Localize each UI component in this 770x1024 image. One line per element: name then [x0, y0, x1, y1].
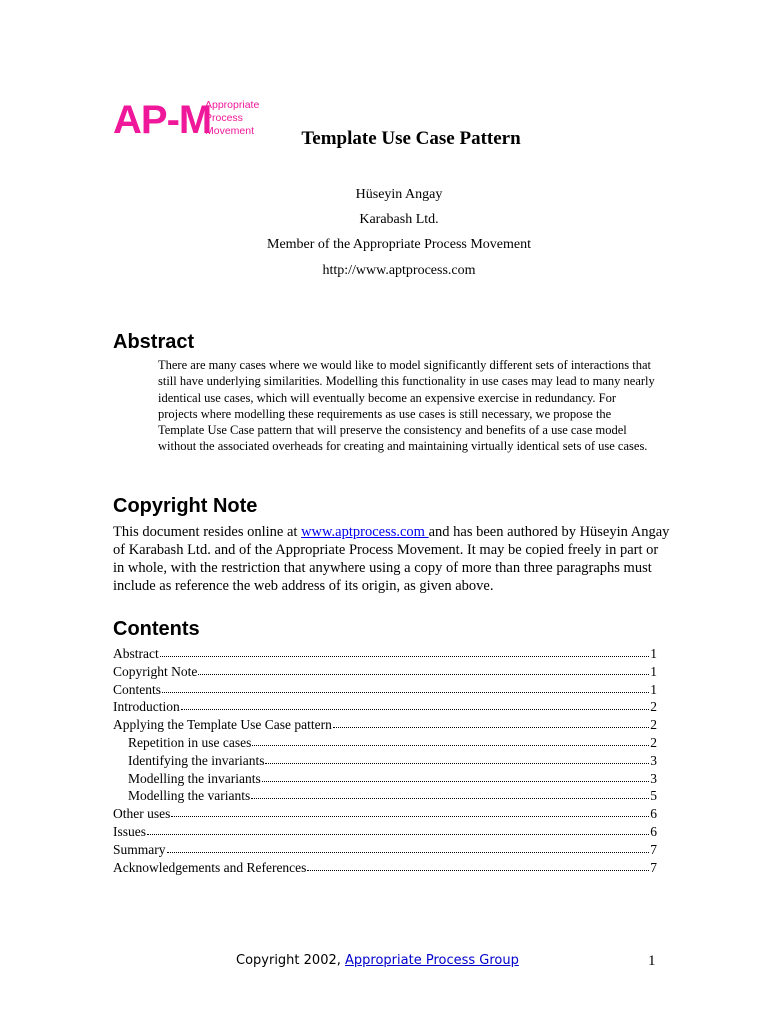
toc-leader-dots [252, 734, 649, 746]
toc-entry-page: 2 [650, 734, 657, 750]
footer-copyright: Copyright 2002, [236, 953, 346, 968]
toc-entry-label: Summary [113, 841, 166, 857]
toc-entry-page: 1 [650, 681, 657, 697]
aptprocess-link[interactable]: www.aptprocess.com [301, 524, 429, 540]
footer-group-link[interactable]: Appropriate Process Group [345, 953, 519, 968]
toc-entry-page: 3 [650, 752, 657, 768]
toc-entry[interactable] [113, 698, 657, 716]
toc-entry-page: 7 [650, 841, 657, 857]
toc-leader-dots [181, 698, 650, 710]
toc-entry-label: Applying the Template Use Case pattern [113, 717, 332, 733]
website-url: http://www.aptprocess.com [322, 263, 476, 278]
toc-entry-label: Repetition in use cases [128, 734, 252, 750]
abstract-heading: Abstract [113, 331, 195, 353]
toc-leader-dots [262, 770, 650, 782]
toc-entry[interactable] [113, 734, 657, 752]
logo-line-1: Appropriate [205, 99, 260, 111]
toc-entry-page: 1 [650, 646, 657, 661]
toc-entry[interactable] [113, 645, 657, 663]
copyright-text-body: and has been authored by Hüseyin Angay of Karabash Ltd. and of the Appropriate Process Movement. It may be copied freely in part or in whole, with the restriction that anywhere using a copy of more than three paragraphs must include as reference the web address of its origin, as given above. [113, 524, 670, 594]
toc-leader-dots [160, 645, 650, 657]
membership-line: Member of the Appropriate Process Movement [267, 237, 531, 252]
logo-line-3: Movement [205, 125, 255, 137]
page-number: 1 [648, 953, 656, 969]
page-footer [236, 953, 519, 968]
toc-entry-label: Modelling the invariants [128, 770, 261, 786]
toc-entry-label: Copyright Note [113, 663, 198, 679]
toc-leader-dots [162, 681, 649, 693]
abstract-text: There are many cases where we would like to model significantly different sets of interactions that still have underlying similarities. Modelling this functionality in use cases may lead to many nearly identical use cases, which will eventually become an expensive exercise in redundancy. For projects where modelling these requirements as use cases is still necessary, we propose the Template Use Case pattern that will preserve the consistency and benefits of a use case model without the associated overheads for creating and maintaining virtually identical sets of use cases. [158, 358, 655, 454]
company-name: Karabash Ltd. [359, 212, 439, 227]
toc-entry-page: 1 [650, 663, 657, 679]
toc-entry[interactable] [113, 770, 657, 788]
copyright-text-intro: This document resides online at [113, 524, 302, 540]
toc-leader-dots [171, 805, 649, 817]
logo-line-2: Process [205, 112, 243, 124]
toc-leader-dots [265, 752, 649, 764]
toc-entry-page: 2 [650, 717, 657, 733]
toc-entry-label: Acknowledgements and References [113, 859, 307, 875]
toc-leader-dots [198, 663, 649, 675]
toc-leader-dots [167, 841, 650, 853]
toc-entry[interactable] [113, 823, 657, 841]
toc-leader-dots [147, 823, 649, 835]
toc-entry-label: Introduction [113, 699, 180, 715]
toc-entry[interactable] [113, 716, 657, 734]
toc-entry-page: 5 [650, 788, 657, 804]
toc-entry[interactable] [113, 681, 657, 699]
author-name: Hüseyin Angay [355, 187, 443, 202]
table-of-contents [113, 645, 657, 876]
document-title: Template Use Case Pattern [301, 128, 521, 149]
toc-leader-dots [251, 787, 649, 799]
toc-entry-label: Issues [113, 823, 146, 839]
copyright-note-text [113, 523, 673, 595]
toc-entry[interactable] [113, 663, 657, 681]
toc-leader-dots [333, 716, 649, 728]
toc-entry[interactable] [113, 752, 657, 770]
toc-entry[interactable] [113, 841, 657, 859]
toc-entry-page: 7 [650, 859, 657, 875]
toc-entry-label: Other uses [113, 806, 171, 822]
toc-entry-page: 6 [650, 806, 657, 822]
toc-entry-label: Modelling the variants [128, 788, 251, 804]
toc-entry-label: Abstract [113, 646, 159, 661]
logo-mark: AP-M [113, 98, 212, 142]
contents-heading: Contents [113, 618, 200, 640]
toc-entry[interactable] [113, 787, 657, 805]
toc-entry-page: 2 [650, 699, 657, 715]
toc-leader-dots [307, 859, 649, 871]
toc-entry[interactable] [113, 859, 657, 877]
toc-entry-page: 3 [650, 770, 657, 786]
copyright-note-heading: Copyright Note [113, 495, 258, 517]
toc-entry-page: 6 [650, 823, 657, 839]
toc-entry-label: Identifying the invariants [128, 752, 265, 768]
toc-entry-label: Contents [113, 681, 162, 697]
toc-entry[interactable] [113, 805, 657, 823]
